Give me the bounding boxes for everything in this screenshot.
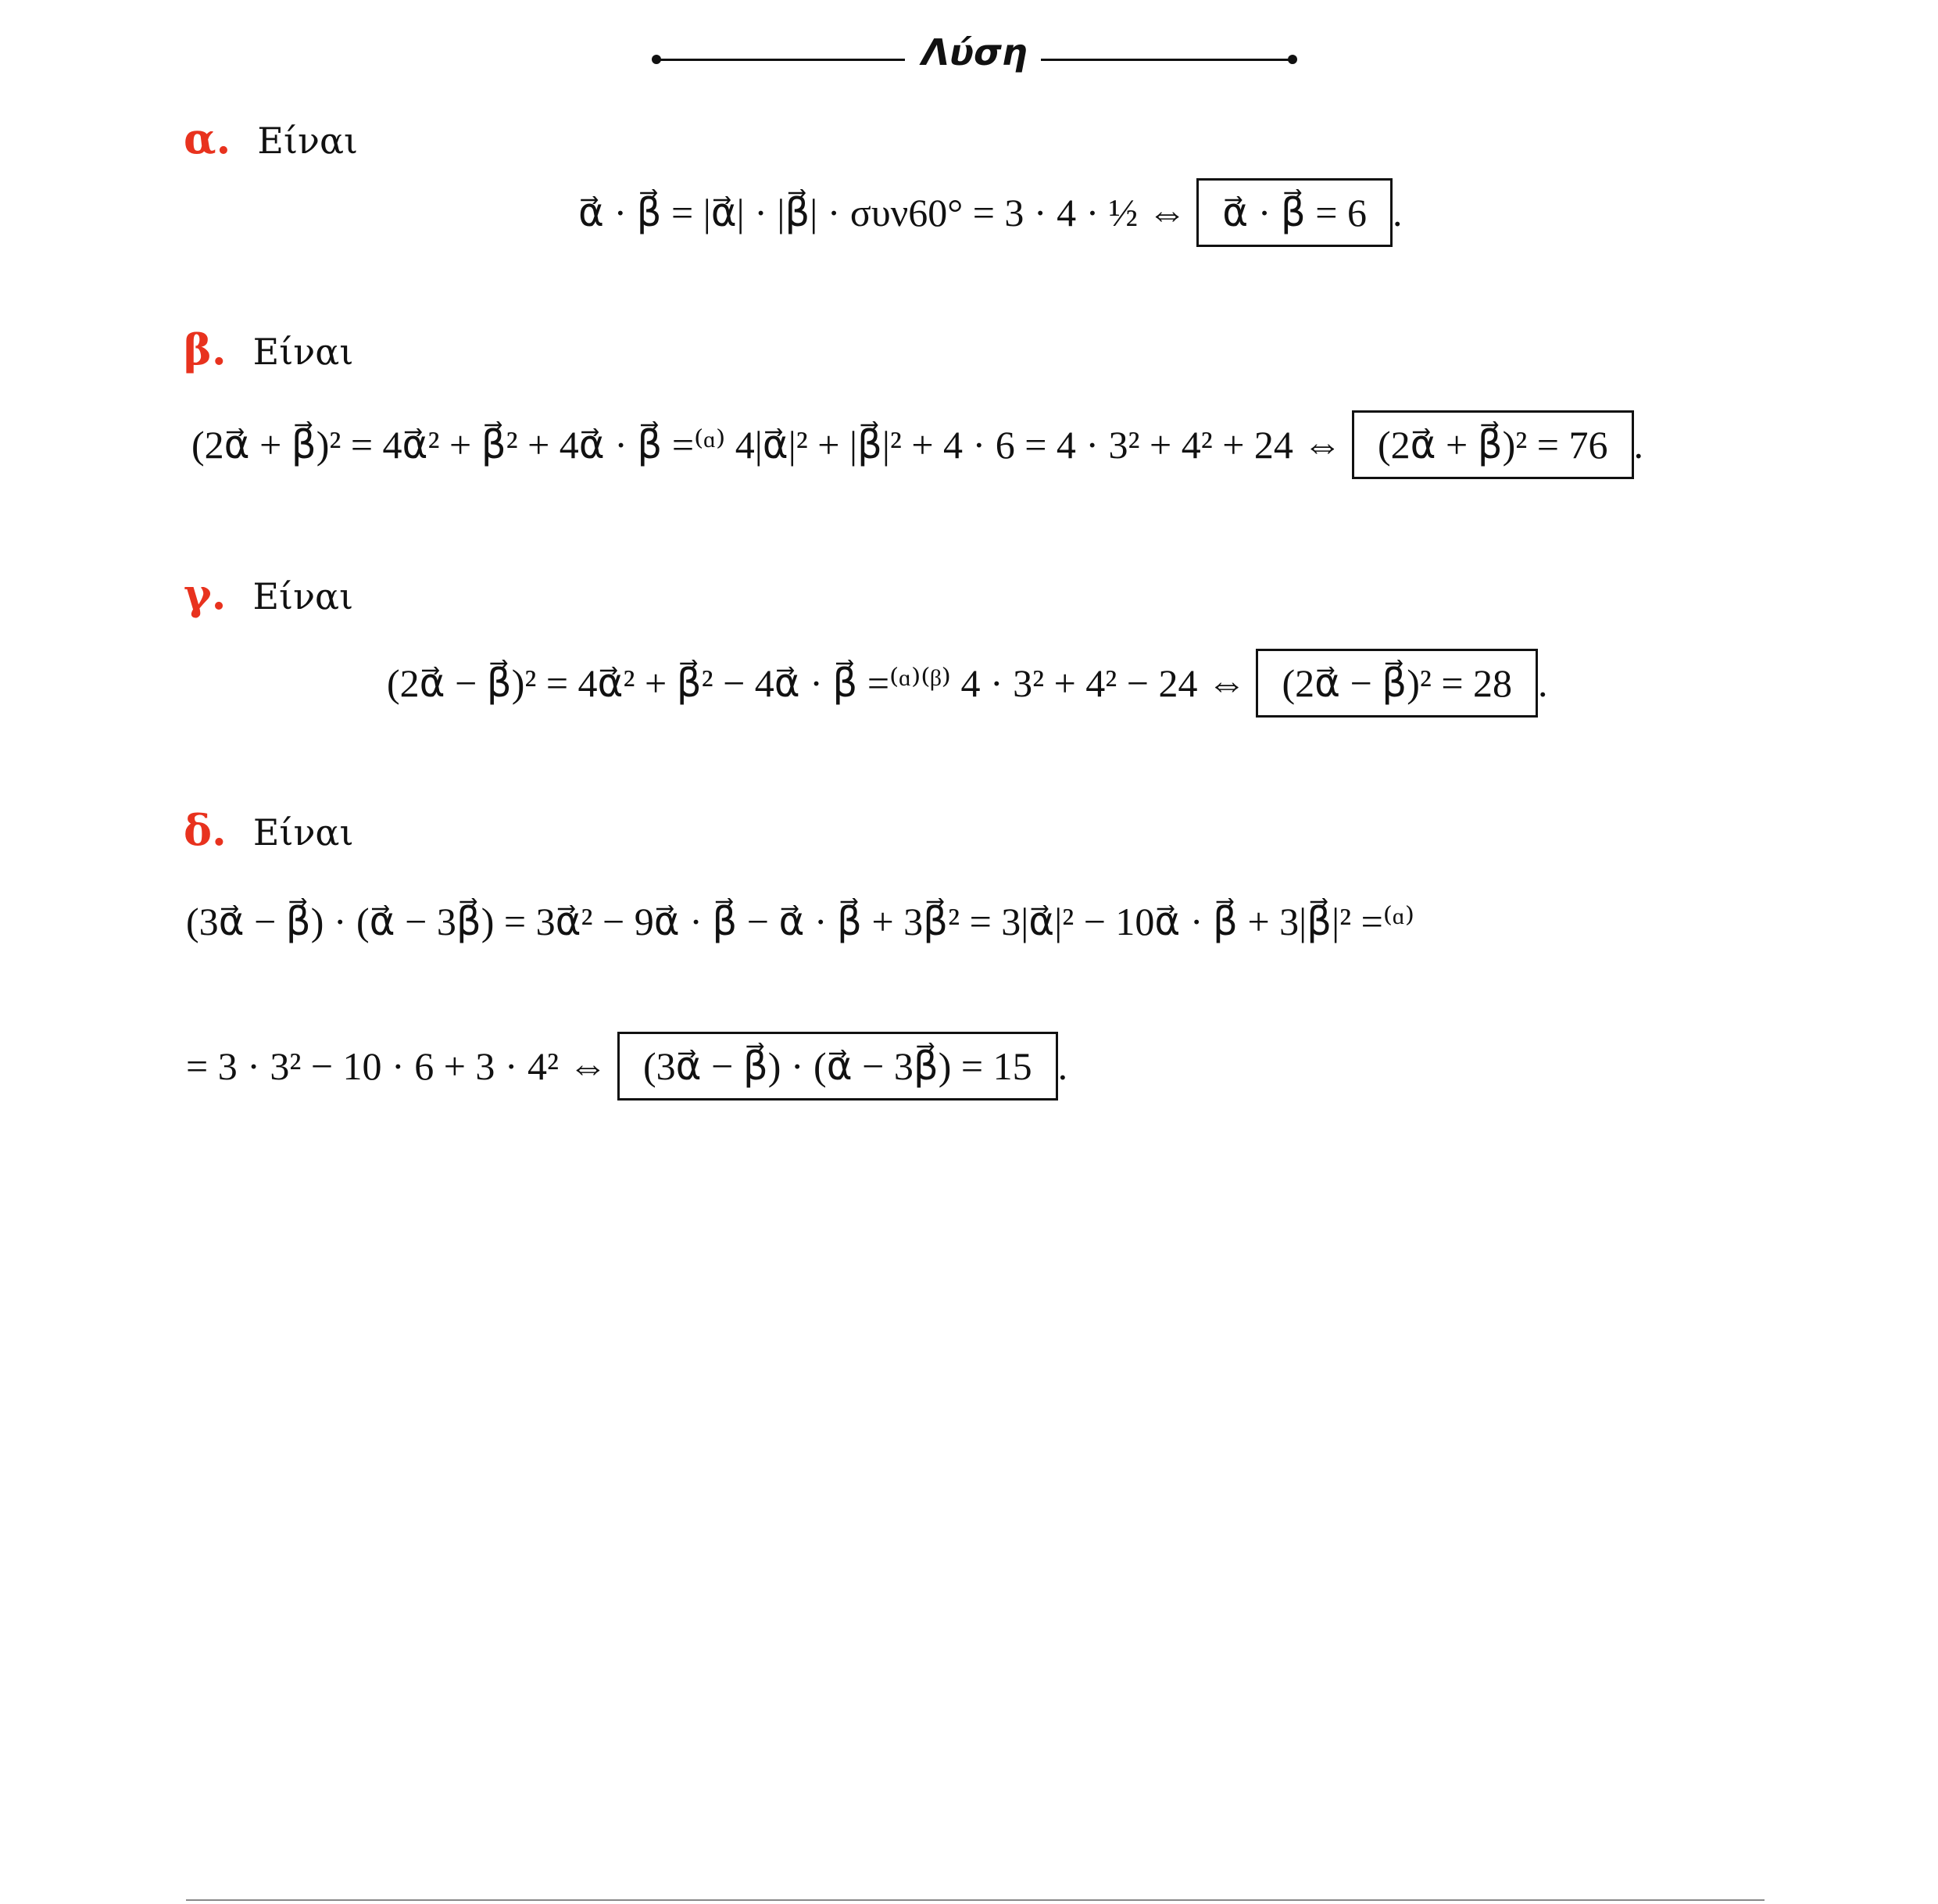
- part-intro: Είναι: [252, 575, 354, 617]
- equation-end: .: [1392, 191, 1403, 234]
- title-dot-right: [1288, 55, 1297, 64]
- result-box: [617, 1032, 1058, 1101]
- part-alpha-equation: [578, 178, 1402, 247]
- title-rule-left: [656, 59, 905, 61]
- part-delta-heading: [184, 805, 354, 855]
- part-gamma-heading: [184, 569, 353, 619]
- equation-body: (2α⃗ + β⃗)² = 4α⃗² + β⃗² + 4α⃗ · β⃗ =⁽ᵅ⁾ 4|α⃗|² + |β⃗|² + 4 · 6 = 4 · 3² + 4² + 24 ⇔: [191, 423, 1343, 467]
- result-box: [1256, 649, 1538, 718]
- result-text: (3α⃗ − β⃗) · (α⃗ − 3β⃗) = 15: [643, 1044, 1032, 1088]
- equation-end: .: [1538, 661, 1548, 705]
- part-label: δ.: [184, 805, 227, 855]
- part-label: β.: [184, 324, 227, 374]
- part-label: γ.: [184, 569, 227, 619]
- part-beta-equation: [191, 410, 1643, 479]
- part-delta-equation-line1: [186, 899, 1414, 944]
- result-text: α⃗ · β⃗ = 6: [1222, 191, 1367, 234]
- part-beta-heading: [184, 324, 353, 374]
- part-alpha-heading: [184, 113, 358, 163]
- part-intro: Είναι: [257, 120, 359, 162]
- title-rule-right: [1041, 59, 1289, 61]
- result-box: [1196, 178, 1393, 247]
- solution-title: [649, 31, 1305, 86]
- footer-rule: [186, 1899, 1765, 1901]
- equation-body: (2α⃗ − β⃗)² = 4α⃗² + β⃗² − 4α⃗ · β⃗ =⁽ᵅ⁾⁽ᵝ⁾ 4 · 3² + 4² − 24 ⇔: [387, 661, 1246, 705]
- equation-end: .: [1057, 1044, 1068, 1088]
- part-intro: Είναι: [252, 331, 354, 373]
- part-intro: Είναι: [252, 811, 354, 854]
- part-label: α.: [184, 113, 231, 163]
- result-box: [1352, 410, 1634, 479]
- equation-body: α⃗ · β⃗ = |α⃗| · |β⃗| · συν60° = 3 · 4 · ½ ⇔: [578, 191, 1187, 234]
- equation-end: .: [1633, 423, 1643, 467]
- part-gamma-equation: [387, 649, 1548, 718]
- result-text: (2α⃗ − β⃗)² = 28: [1282, 661, 1513, 705]
- equation-body-2: = 3 · 3² − 10 · 6 + 3 · 4² ⇔: [186, 1044, 608, 1088]
- result-text: (2α⃗ + β⃗)² = 76: [1377, 423, 1608, 467]
- equation-body: (3α⃗ − β⃗) · (α⃗ − 3β⃗) = 3α⃗² − 9α⃗ · β⃗ − α⃗ · β⃗ + 3β⃗² = 3|α⃗|² − 10α⃗ · β⃗ + 3|β⃗|² =⁽ᵅ⁾: [186, 900, 1415, 943]
- part-delta-equation-line2: [186, 1032, 1067, 1101]
- title-text: Λύση: [921, 31, 1028, 73]
